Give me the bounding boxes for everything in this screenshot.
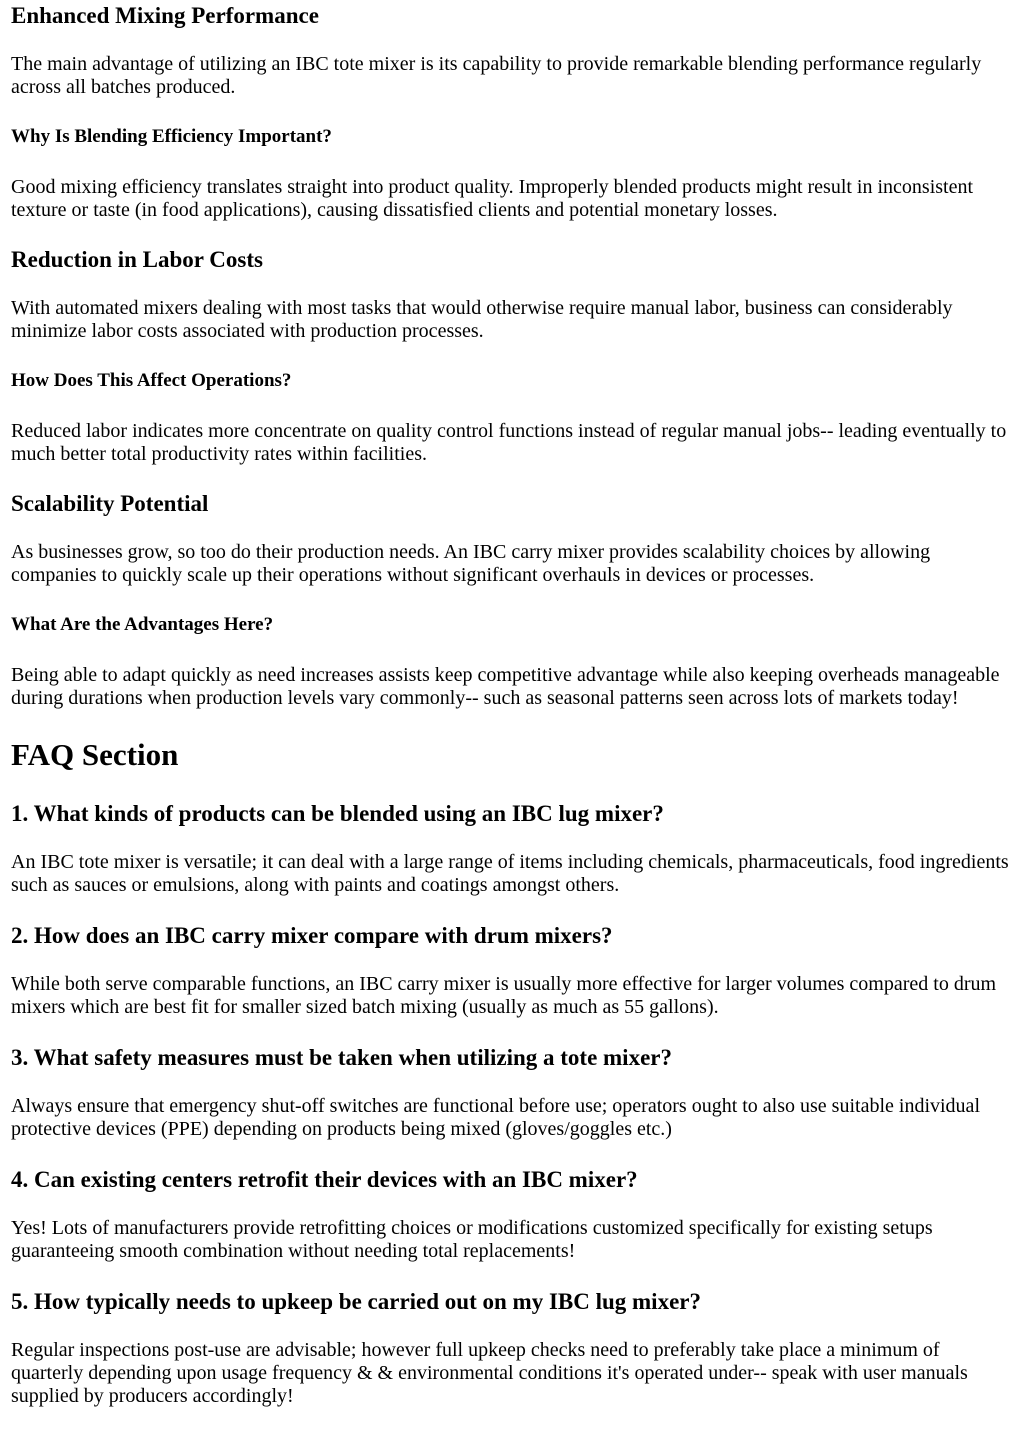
section-paragraph-labor-costs: With automated mixers dealing with most tasks that would otherwise require manual labor, business can considerably minimize labor costs associated with production processes. <box>11 297 953 342</box>
section-paragraph-scalability: As businesses grow, so too do their production needs. An IBC carry mixer provides scalability choices by allowing companies to quickly scale up their operations without significant overhauls in devices or processes. <box>11 541 931 586</box>
paragraph-operations: Reduced labor indicates more concentrate on quality control functions instead of regular manual jobs-- leading eventually to much better total productivity rates within facilities. <box>11 420 1007 465</box>
faq-title: FAQ Section <box>11 737 179 772</box>
paragraph-advantages: Being able to adapt quickly as need increases assists keep competitive advantage while also keeping overheads manageable during durations when production levels vary commonly-- such as seasonal patterns seen across lots of markets today! <box>11 664 1000 709</box>
article <box>0 3 1024 1408</box>
faq-question-4: 4. Can existing centers retrofit their devices with an IBC mixer? <box>11 1167 638 1192</box>
faq-question-3: 3. What safety measures must be taken when utilizing a tote mixer? <box>11 1045 672 1070</box>
section-heading-labor-costs: Reduction in Labor Costs <box>11 247 263 272</box>
faq-question-2: 2. How does an IBC carry mixer compare with drum mixers? <box>11 923 613 948</box>
subheading-operations: How Does This Affect Operations? <box>11 370 292 391</box>
faq-answer-3: Always ensure that emergency shut-off switches are functional before use; operators ought to also use suitable individual protective devices (PPE) depending on products being mixed (gloves/goggles etc.) <box>11 1095 980 1140</box>
paragraph-blending-efficiency: Good mixing efficiency translates straight into product quality. Improperly blended products might result in inconsistent texture or taste (in food applications), causing dissatisfied clients and potential monetary losses. <box>11 176 974 221</box>
faq-answer-1: An IBC tote mixer is versatile; it can deal with a large range of items including chemicals, pharmaceuticals, food ingredients such as sauces or emulsions, along with paints and coatings amongst others. <box>11 851 1009 896</box>
section-paragraph-enhanced-mixing: The main advantage of utilizing an IBC tote mixer is its capability to provide remarkable blending performance regularly across all batches produced. <box>11 53 982 98</box>
faq-question-1: 1. What kinds of products can be blended using an IBC lug mixer? <box>11 801 664 826</box>
subheading-blending-efficiency: Why Is Blending Efficiency Important? <box>11 126 332 147</box>
faq-answer-5: Regular inspections post-use are advisable; however full upkeep checks need to preferably take place a minimum of quarterly depending upon usage frequency & & environmental conditions it's operated under-- speak with user manuals supplied by producers accordingly! <box>11 1339 968 1407</box>
faq-question-5: 5. How typically needs to upkeep be carried out on my IBC lug mixer? <box>11 1289 701 1314</box>
subheading-advantages: What Are the Advantages Here? <box>11 614 274 635</box>
section-heading-enhanced-mixing: Enhanced Mixing Performance <box>11 3 319 28</box>
faq-answer-2: While both serve comparable functions, an IBC carry mixer is usually more effective for larger volumes compared to drum mixers which are best fit for smaller sized batch mixing (usually as much as 55 gallons). <box>11 973 997 1018</box>
section-heading-scalability: Scalability Potential <box>11 491 209 516</box>
faq-answer-4: Yes! Lots of manufacturers provide retrofitting choices or modifications customized specifically for existing setups guaranteeing smooth combination without needing total replacements! <box>11 1217 933 1262</box>
